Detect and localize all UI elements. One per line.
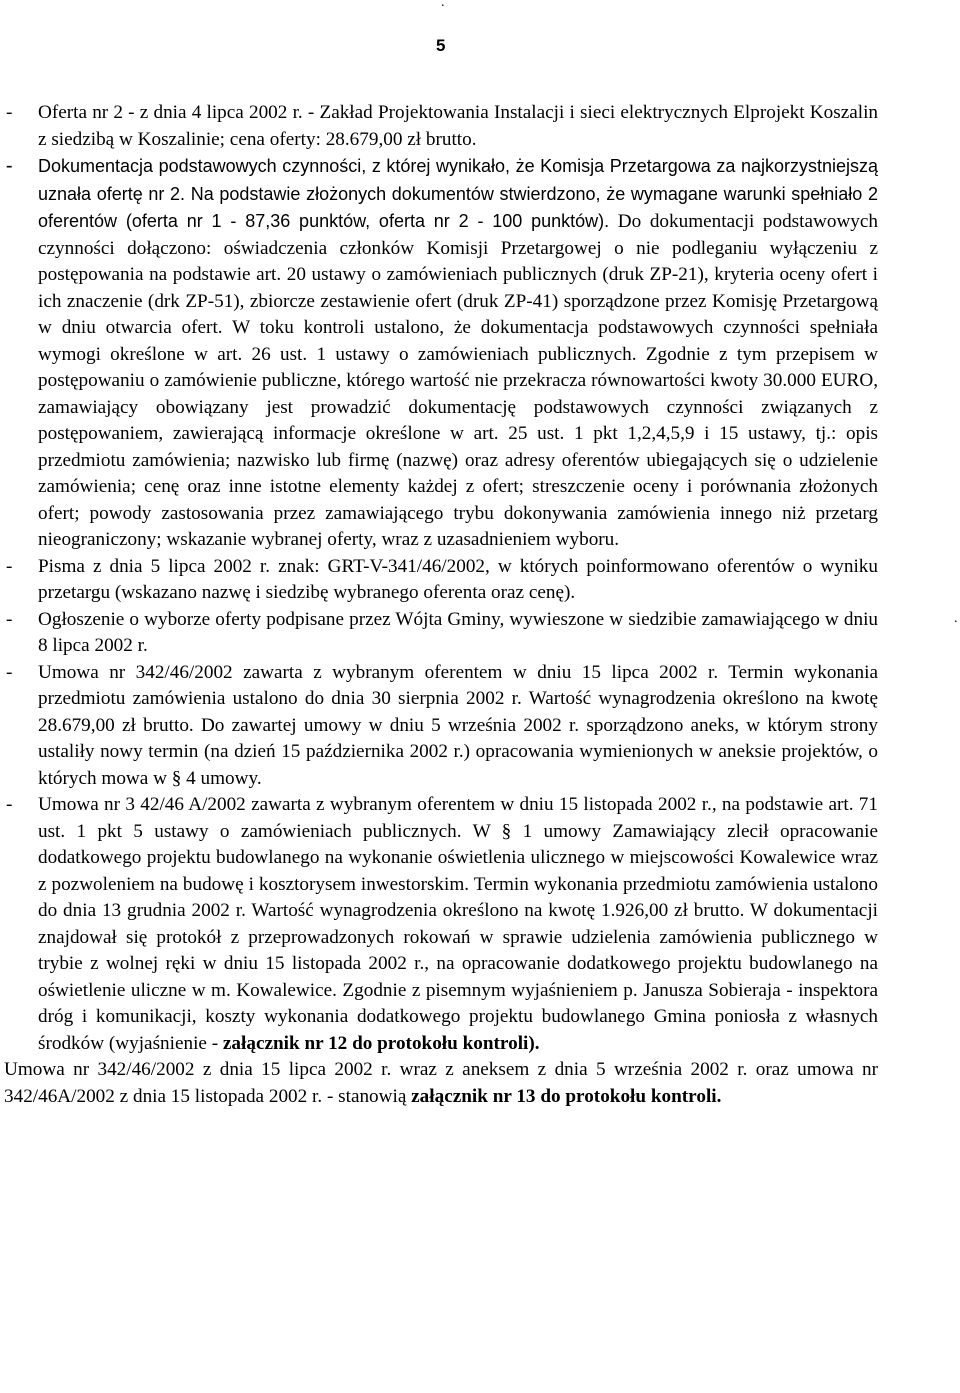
list-item-text: Do dokumentacji podstawowych czynności dołączono: oświadczenia członków Komisji Przetargowej o nie podleganiu wyłączeniu z postępowania na podstawie art. 20 ustawy o zamówieniach publicznych (druk ZP-21), kryteria oceny ofert i ich znaczenie (drk ZP-51), zbiorcze zestawienie ofert (druk ZP-41) sporządzone przez Komisję Przetargową w dniu otwarcia ofert. W toku kontroli ustalono, że dokumentacja podstawowych czynności spełniała wymogi określone w art. 26 ust. 1 ustawy o zamówieniach publicznych. Zgodnie z tym przepisem w postępowaniu o zamówienie publiczne, którego wartość nie przekracza równowartości kwoty 30.000 EURO, zamawiający obowiązany jest prowadzić dokumentację podstawowych czynności związanych z postępowaniem, zawierającą informacje określone w art. 25 ust. 1 pkt 1,2,4,5,9 i 15 ustawy, tj.: opis przedmiotu zamówienia; nazwisko lub firmę (nazwę) oraz adresy oferentów ubiegających się o udzielenie zamówienia; cenę oraz inne istotne elementy każdej z ofert; streszczenie oceny i porównania złożonych ofert; powody zastosowania przez zamawiającego trybu dokonywania zamówienia innego niż przetarg nieograniczony; wskazanie wybranej oferty, wraz z uzasadnieniem wyboru. <box>38 211 879 550</box>
closing-paragraph <box>0 1057 960 1110</box>
list-dash: - <box>6 555 13 577</box>
list-item-text-sans: Dokumentacja podstawowych czynności, z której wynikało, że Komisja Przetargowa za najkorzystniejszą uznała ofertę nr 2. Na podstawie złożonych dokumentów stwierdzono, że wymagane warunki spełniało 2 oferentów (oferta nr 1 - 87,36 punktów, oferta nr 2 - 100 punktów). <box>38 156 878 231</box>
list-item-text: Oferta nr 2 - z dnia 4 lipca 2002 r. - Zakład Projektowania Instalacji i sieci elektrycznych Elprojekt Koszalin z siedzibą w Koszalinie; cena oferty: 28.679,00 zł brutto. <box>38 102 878 150</box>
list-item-letters <box>0 554 960 607</box>
scan-speck: . <box>441 0 445 10</box>
scan-speck: . <box>954 611 958 626</box>
list-item-documentation <box>0 153 960 554</box>
list-item-text: Umowa nr 342/46/2002 zawarta z wybranym oferentem w dniu 15 lipca 2002 r. Termin wykonania przedmiotu zamówienia ustalono do dnia 30 sierpnia 2002 r. Wartość wynagrodzenia określono na kwotę 28.679,00 zł brutto. Do zawartej umowy w dniu 5 września 2002 r. sporządzono aneks, w którym strony ustaliły nowy termin (na dzień 15 października 2002 r.) opracowania wymienionych w aneksie projektów, o których mowa w § 4 umowy. <box>38 661 878 789</box>
list-dash: - <box>6 155 13 176</box>
attachment-reference-12: załącznik nr 12 do protokołu kontroli). <box>222 1032 540 1054</box>
list-dash: - <box>6 794 13 815</box>
document-body <box>0 100 960 1110</box>
attachment-reference-13: załącznik nr 13 do protokołu kontroli. <box>411 1085 722 1107</box>
list-item-announcement <box>0 607 960 660</box>
page-number: 5 <box>436 36 446 55</box>
closing-text: Umowa nr 342/46/2002 z dnia 15 lipca 2002 r. wraz z aneksem z dnia 5 września 2002 r. oraz umowa nr 342/46A/2002 z dnia 15 listopada 2002 r. - stanowią <box>4 1059 878 1107</box>
list-item-text: Umowa nr 3 42/46 A/2002 zawarta z wybranym oferentem w dniu 15 listopada 2002 r., na podstawie art. 71 ust. 1 pkt 5 ustawy o zamówieniach publicznych. W § 1 umowy Zamawiający zlecił opracowanie dodatkowego projektu budowlanego na wykonanie oświetlenia ulicznego w miejscowości Kowalewice wraz z pozwoleniem na budowę i kosztorysem inwestorskim. Termin wykonania przedmiotu zamówienia ustalono do dnia 13 grudnia 2002 r. Wartość wynagrodzenia określono na kwotę 1.926,00 zł brutto. W dokumentacji znajdował się protokół z przeprowadzonych rokowań w sprawie udzielenia zamówienia publicznego w trybie z wolnej ręki w dniu 15 listopada 2002 r., na opracowanie dodatkowego projektu budowlanego na oświetlenie uliczne w m. Kowalewice. Zgodnie z pisemnym wyjaśnieniem p. Janusza Sobieraja - inspektora dróg i komunikacji, koszty wykonania dodatkowego projektu budowlanego Gmina poniosła z własnych środków (wyjaśnienie - <box>38 794 878 1054</box>
list-dash: - <box>6 608 13 630</box>
list-item-text: Pisma z dnia 5 lipca 2002 r. znak: GRT-V-341/46/2002, w których poinformowano oferentów o wyniku przetargu (wskazano nazwę i siedzibę wybranego oferenta oraz cenę). <box>38 555 878 603</box>
list-item-text: Ogłoszenie o wyborze oferty podpisane przez Wójta Gminy, wywieszone w siedzibie zamawiającego w dniu 8 lipca 2002 r. <box>38 608 878 656</box>
list-item-contract-1 <box>0 660 960 793</box>
list-item-contract-2 <box>0 792 960 1057</box>
list-item-offer-2 <box>0 100 960 153</box>
list-dash: - <box>6 661 13 683</box>
list-dash: - <box>6 102 13 123</box>
